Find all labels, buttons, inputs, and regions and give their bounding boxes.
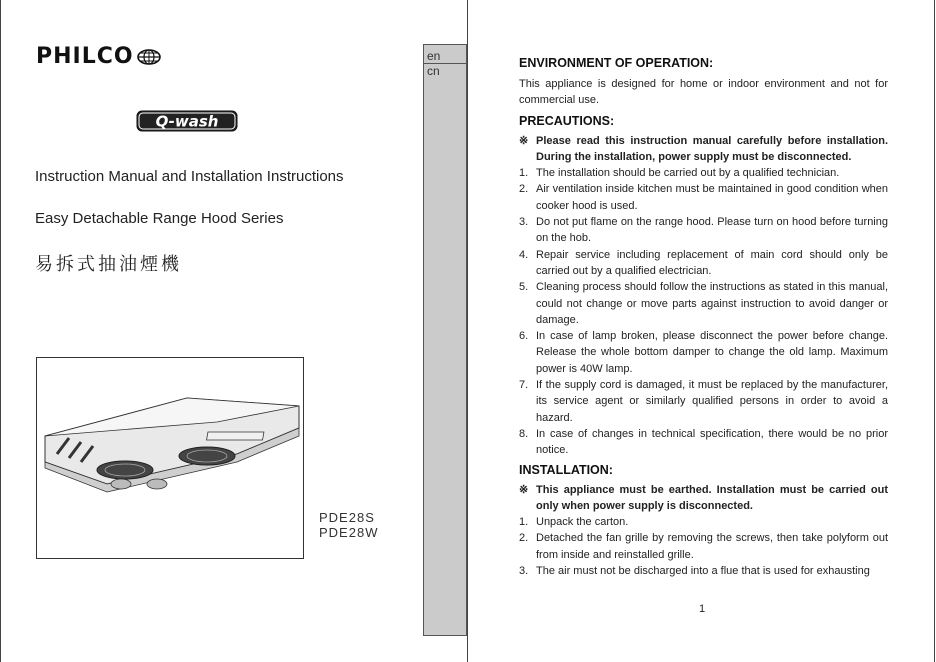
item-number: 6. (519, 330, 529, 343)
item-text: Detached the fan grille by removing the screws, then take polyform out from inside and reinstalled grille. (536, 532, 888, 561)
page-number: 1 (699, 603, 706, 615)
list-item (519, 214, 888, 247)
language-tab (423, 44, 467, 636)
item-number: 2. (519, 183, 529, 196)
list-item (519, 377, 888, 426)
environment-text: This appliance is designed for home or indoor environment and not for commercial use. (519, 78, 888, 107)
item-text: Repair service including replacement of main cord should only be carried out by a qualified electrician. (536, 248, 888, 277)
instruction-page (519, 55, 888, 579)
list-item (519, 563, 888, 579)
item-text: If the supply cord is damaged, it must be replaced by the manufacturer, its service agent or similarly qualified persons in order to avoid a hazard. (536, 379, 888, 424)
item-number: 3. (519, 565, 529, 578)
right-border (934, 0, 935, 662)
series-title: Easy Detachable Range Hood Series (35, 210, 284, 227)
item-text: The installation should be carried out by a qualified technician. (536, 167, 840, 180)
list-item (519, 514, 888, 530)
model-number: PDE28S (319, 510, 375, 525)
brand-name: PHILCO (36, 44, 134, 69)
list-item (519, 328, 888, 377)
reference-mark: ※ (519, 483, 529, 496)
globe-icon (137, 49, 161, 65)
precautions-note (519, 133, 888, 166)
item-number: 8. (519, 427, 529, 440)
list-item (519, 181, 888, 214)
item-number: 4. (519, 248, 529, 261)
tab-lang-en: en (427, 49, 441, 63)
model-numbers (319, 510, 378, 540)
qwash-text: Q-wash (155, 112, 219, 131)
item-number: 1. (519, 516, 529, 529)
brand-logo (36, 44, 161, 69)
spine-line (467, 0, 468, 662)
item-text: The air must not be discharged into a flue that is used for exhausting (536, 565, 870, 578)
item-number: 7. (519, 379, 529, 392)
precautions-note-text: Please read this instruction manual carefully before installation. During the installation, power supply must be disconnected. (536, 134, 888, 163)
item-text: Unpack the carton. (536, 516, 629, 529)
product-image (36, 357, 304, 559)
list-item (519, 426, 888, 459)
list-item (519, 530, 888, 563)
installation-note (519, 482, 888, 515)
cover-page (0, 0, 467, 662)
reference-mark: ※ (519, 134, 529, 147)
qwash-logo (136, 109, 238, 133)
manual-title: Instruction Manual and Installation Instructions (35, 168, 344, 185)
item-text: Air ventilation inside kitchen must be maintained in good condition when cooker hood is used. (536, 183, 888, 212)
range-hood-illustration (37, 358, 303, 558)
precautions-heading: PRECAUTIONS: (519, 113, 615, 128)
item-number: 5. (519, 281, 529, 294)
installation-heading: INSTALLATION: (519, 462, 613, 477)
item-text: Do not put flame on the range hood. Please turn on hood before turning on the hob. (536, 216, 888, 245)
item-number: 3. (519, 216, 529, 229)
tab-lang-cn: cn (427, 64, 440, 78)
item-number: 1. (519, 167, 529, 180)
list-item (519, 247, 888, 280)
item-text: In case of lamp broken, please disconnect the power before change. Release the whole bottom damper to change the old lamp. Maximum power is 40W lamp. (536, 330, 888, 375)
list-item (519, 165, 888, 181)
chinese-title: 易拆式抽油煙機 (35, 254, 182, 275)
environment-heading: ENVIRONMENT OF OPERATION: (519, 56, 714, 70)
installation-note-text: This appliance must be earthed. Installation must be carried out only when power supply is disconnected. (536, 483, 888, 512)
model-number: PDE28W (319, 525, 379, 540)
item-number: 2. (519, 532, 529, 545)
item-text: Cleaning process should follow the instructions as stated in this manual, could not change or move parts against instruction to avoid danger or damage. (536, 281, 888, 326)
list-item (519, 279, 888, 328)
item-text: In case of changes in technical specification, there would be no prior notice. (536, 427, 888, 457)
